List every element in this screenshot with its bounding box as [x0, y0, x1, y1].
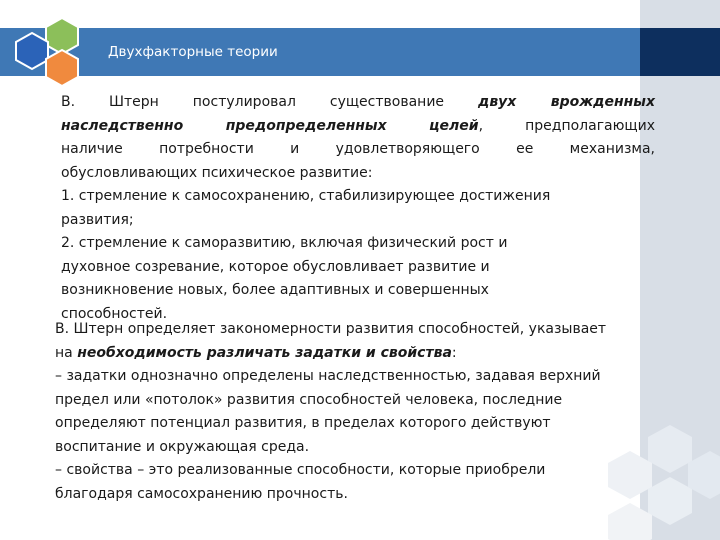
paragraph-line: обусловливающих психическое развитие: [61, 164, 373, 181]
page-title: Двухфакторные теории [108, 44, 278, 60]
list-item-line: возникновение новых, более адаптивных и совершенных [61, 282, 489, 298]
text-span: : [451, 344, 457, 361]
list-item-line: развития; [61, 211, 134, 228]
paragraph-line: – свойства – это реализованные способности, которые приобрели [55, 462, 546, 478]
list-item-line: 1. стремление к самосохранению, стабилизирующее достижения [61, 188, 551, 204]
paragraph-line [61, 115, 655, 139]
emphasis-text: наследственно предопределенных целей [61, 117, 479, 134]
list-item-line: духовное созревание, которое обусловливает развитие и [61, 258, 490, 275]
text-span: на [55, 344, 78, 361]
paragraph-line: предел или «потолок» развития способностей человека, последние [55, 391, 563, 408]
paragraph-line: – задатки однозначно определены наследственностью, задавая верхний [55, 368, 601, 384]
emphasis-text: двух врожденных [478, 94, 656, 110]
paragraph-line: определяют потенциал развития, в пределах которого действуют [55, 415, 551, 431]
list-item-line: способностей. [61, 305, 168, 322]
paragraph-line [61, 91, 655, 115]
paragraph-line: наличие потребности и удовлетворяющего ее механизма, [61, 141, 655, 157]
second-paragraph [55, 318, 695, 506]
paragraph-line: воспитание и окружающая среда. [55, 438, 310, 455]
text-span: В. Штерн постулировал существование [61, 94, 479, 110]
emphasis-text: необходимость различать задатки и свойства [77, 344, 452, 361]
paragraph-line: благодаря самосохранению прочность. [55, 485, 348, 502]
header-dark-block [640, 28, 720, 76]
list-item-line: 2. стремление к саморазвитию, включая физический рост и [61, 235, 508, 251]
first-paragraph [61, 91, 655, 326]
paragraph-line [55, 342, 695, 366]
paragraph-line: В. Штерн определяет закономерности развития способностей, указывает [55, 321, 607, 337]
hexagon-logo-icon [0, 0, 100, 100]
text-span: , предполагающих [478, 117, 655, 134]
